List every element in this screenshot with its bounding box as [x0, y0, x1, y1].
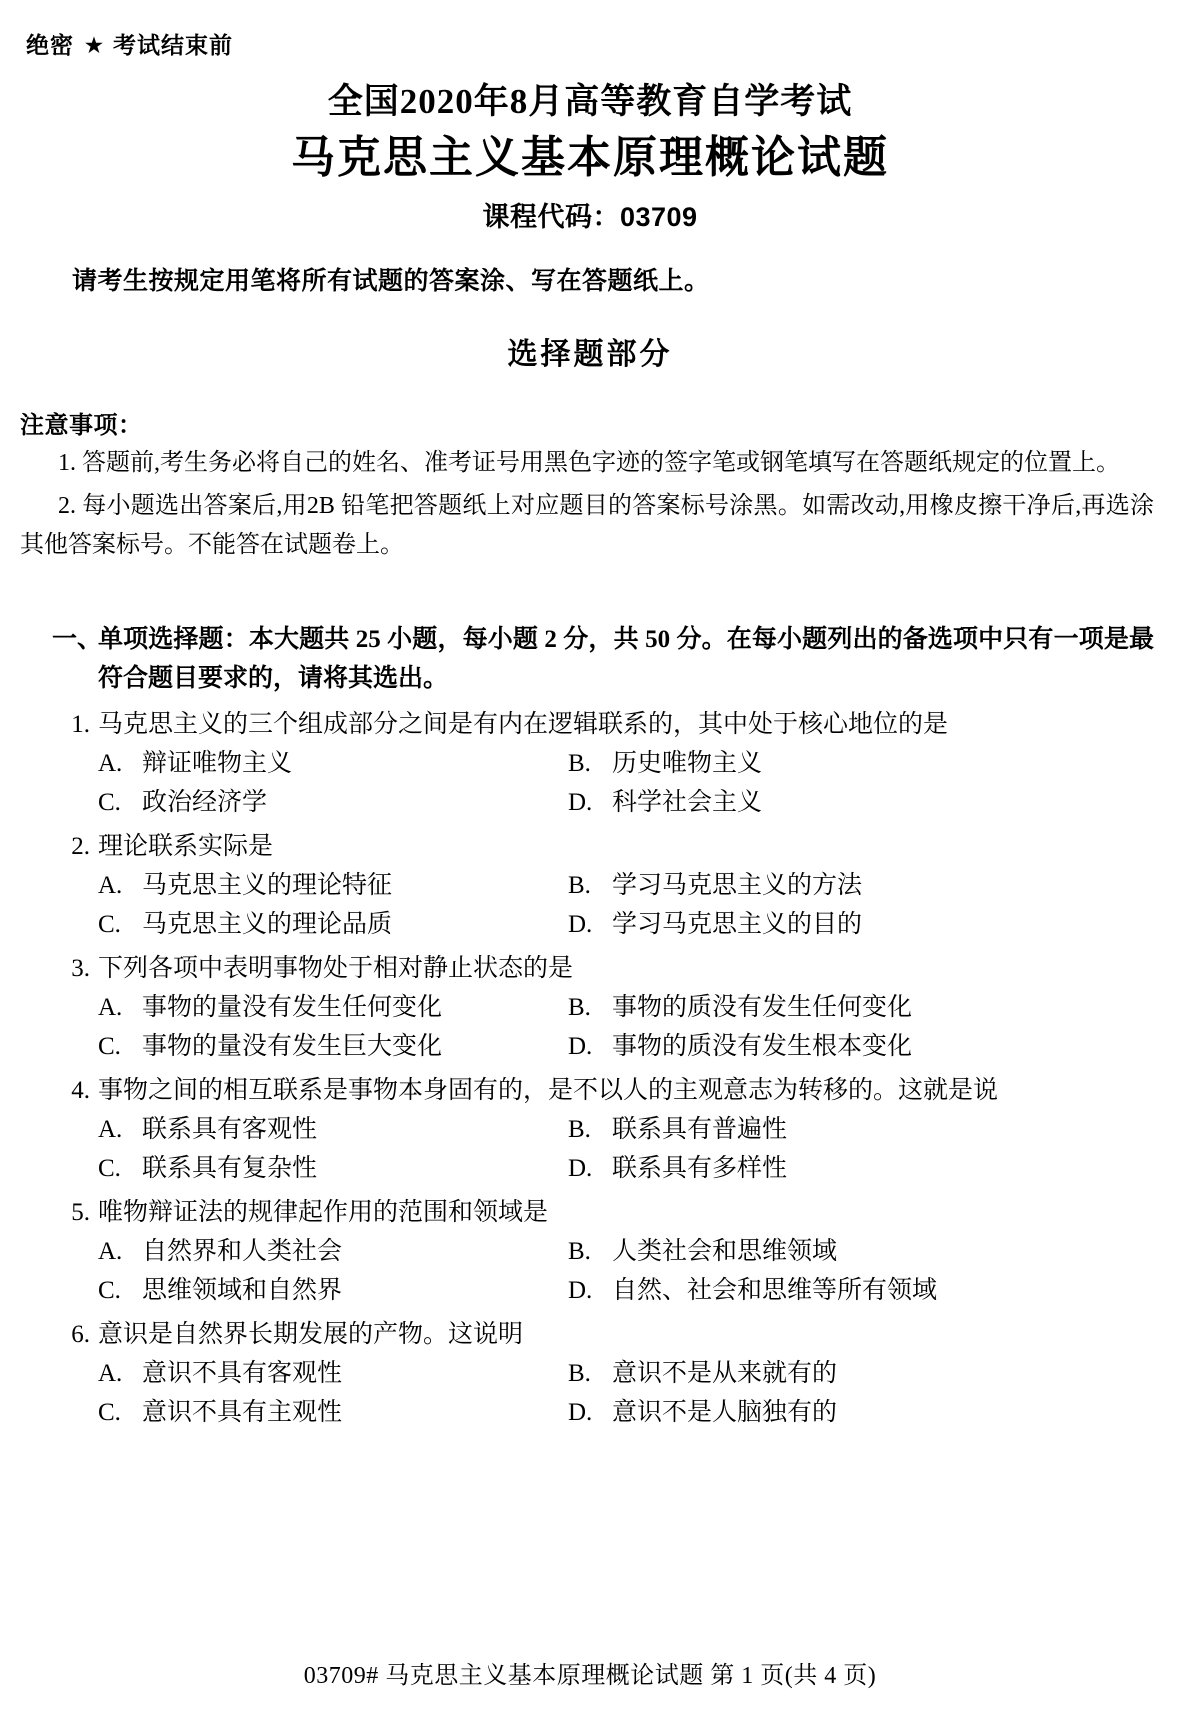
- option-text: 马克思主义的理论品质: [142, 911, 393, 939]
- question-item: [52, 827, 1154, 945]
- question-text: 理论联系实际是: [98, 832, 274, 860]
- option-text: 辩证唯物主义: [142, 749, 293, 777]
- question-item: [52, 1071, 1154, 1189]
- option-d[interactable]: [568, 1271, 1038, 1311]
- option-row: [52, 1354, 1154, 1394]
- option-label: D.: [568, 789, 593, 817]
- option-label: C.: [98, 911, 121, 939]
- option-text: 联系具有客观性: [142, 1115, 318, 1143]
- secrecy-label: 绝密: [26, 33, 74, 58]
- option-c[interactable]: [98, 783, 568, 823]
- option-text: 学习马克思主义的目的: [612, 911, 863, 939]
- option-row: [52, 1232, 1154, 1272]
- option-text: 意识不具有客观性: [142, 1359, 343, 1387]
- option-text: 思维领域和自然界: [142, 1277, 343, 1305]
- option-text: 联系具有普遍性: [612, 1115, 788, 1143]
- question-text: 马克思主义的三个组成部分之间是有内在逻辑联系的，其中处于核心地位的是: [98, 710, 949, 738]
- question-text: 事物之间的相互联系是事物本身固有的，是不以人的主观意志为转移的。这就是说: [98, 1076, 999, 1104]
- option-text: 学习马克思主义的方法: [612, 871, 863, 899]
- option-a[interactable]: [98, 988, 568, 1028]
- option-text: 人类社会和思维领域: [612, 1237, 838, 1265]
- option-text: 事物的质没有发生根本变化: [612, 1033, 913, 1061]
- question-stem: [52, 949, 1154, 988]
- question-number: 2.: [71, 832, 90, 860]
- star-icon: ★: [85, 35, 104, 57]
- option-row: [52, 905, 1154, 945]
- option-text: 联系具有复杂性: [142, 1155, 318, 1183]
- option-row: [52, 1149, 1154, 1189]
- option-d[interactable]: [568, 783, 1038, 823]
- option-b[interactable]: [568, 988, 1038, 1028]
- option-b[interactable]: [568, 866, 1038, 906]
- option-b[interactable]: [568, 1232, 1038, 1272]
- question-number: 5.: [71, 1198, 90, 1226]
- question-number: 3.: [71, 954, 90, 982]
- option-a[interactable]: [98, 1232, 568, 1272]
- option-text: 政治经济学: [142, 789, 268, 817]
- option-label: B.: [568, 871, 591, 899]
- secrecy-header: [0, 0, 1180, 60]
- option-label: A.: [98, 1115, 123, 1143]
- question-text: 唯物辩证法的规律起作用的范围和领域是: [98, 1198, 549, 1226]
- option-label: D.: [568, 1033, 593, 1061]
- option-text: 自然、社会和思维等所有领域: [612, 1277, 938, 1305]
- title-block: [0, 78, 1180, 235]
- question-stem: [52, 705, 1154, 744]
- secrecy-note: 考试结束前: [112, 33, 233, 58]
- option-label: A.: [98, 1359, 123, 1387]
- question-stem: [52, 1193, 1154, 1232]
- option-row: [52, 1027, 1154, 1067]
- option-a[interactable]: [98, 866, 568, 906]
- notes-title: 注意事项：: [20, 413, 143, 440]
- option-label: D.: [568, 1277, 593, 1305]
- section-lead-number: 一、: [52, 626, 103, 654]
- section-heading: [52, 621, 1154, 699]
- option-text: 自然界和人类社会: [142, 1237, 343, 1265]
- option-text: 事物的量没有发生任何变化: [142, 993, 443, 1021]
- option-label: A.: [98, 993, 123, 1021]
- option-label: B.: [568, 1115, 591, 1143]
- question-number: 6.: [71, 1320, 90, 1348]
- option-c[interactable]: [98, 1149, 568, 1189]
- question-item: [52, 1193, 1154, 1311]
- section-one: [0, 621, 1180, 699]
- option-row: [52, 988, 1154, 1028]
- option-row: [52, 783, 1154, 823]
- option-row: [52, 866, 1154, 906]
- course-code: 课程代码：03709: [482, 202, 698, 233]
- question-item: [52, 949, 1154, 1067]
- option-text: 联系具有多样性: [612, 1155, 788, 1183]
- option-b[interactable]: [568, 744, 1038, 784]
- exam-session-title: 全国2020年8月高等教育自学考试: [327, 81, 853, 121]
- option-text: 历史唯物主义: [612, 749, 763, 777]
- option-label: B.: [568, 1359, 591, 1387]
- option-label: D.: [568, 1399, 593, 1427]
- notes-block: [0, 405, 1180, 565]
- option-a[interactable]: [98, 1110, 568, 1150]
- note-item: 2. 每小题选出答案后,用2B 铅笔把答题纸上对应题目的答案标号涂黑。如需改动,用橡皮擦干净后,再选涂其他答案标号。不能答在试题卷上。: [20, 493, 1154, 559]
- option-label: C.: [98, 1277, 121, 1305]
- question-item: [52, 705, 1154, 823]
- question-text: 意识是自然界长期发展的产物。这说明: [98, 1320, 524, 1348]
- option-row: [52, 744, 1154, 784]
- option-label: D.: [568, 1155, 593, 1183]
- note-item: 1. 答题前,考生务必将自己的姓名、准考证号用黑色字迹的签字笔或钢笔填写在答题纸规定的位置上。: [58, 450, 1120, 477]
- option-label: B.: [568, 993, 591, 1021]
- question-number: 4.: [71, 1076, 90, 1104]
- option-d[interactable]: [568, 1149, 1038, 1189]
- option-label: B.: [568, 749, 591, 777]
- part-heading: 选择题部分: [507, 338, 673, 372]
- option-row: [52, 1110, 1154, 1150]
- question-item: [52, 1315, 1154, 1433]
- option-text: 意识不具有主观性: [142, 1399, 343, 1427]
- option-label: C.: [98, 1033, 121, 1061]
- answer-sheet-instruction: 请考生按规定用笔将所有试题的答案涂、写在答题纸上。: [72, 268, 710, 296]
- option-c[interactable]: [98, 1393, 568, 1433]
- option-label: A.: [98, 749, 123, 777]
- option-text: 事物的量没有发生巨大变化: [142, 1033, 443, 1061]
- option-a[interactable]: [98, 744, 568, 784]
- option-c[interactable]: [98, 905, 568, 945]
- option-text: 科学社会主义: [612, 789, 763, 817]
- option-c[interactable]: [98, 1027, 568, 1067]
- option-b[interactable]: [568, 1110, 1038, 1150]
- question-stem: [52, 1315, 1154, 1354]
- question-list: [0, 705, 1180, 1433]
- option-label: D.: [568, 911, 593, 939]
- option-label: B.: [568, 1237, 591, 1265]
- option-label: A.: [98, 871, 123, 899]
- question-number: 1.: [71, 710, 90, 738]
- question-stem: [52, 1071, 1154, 1110]
- option-text: 意识不是人脑独有的: [612, 1399, 838, 1427]
- option-row: [52, 1271, 1154, 1311]
- option-text: 意识不是从来就有的: [612, 1359, 838, 1387]
- option-row: [52, 1393, 1154, 1433]
- page-footer: 03709# 马克思主义基本原理概论试题 第 1 页(共 4 页): [303, 1663, 877, 1689]
- option-label: A.: [98, 1237, 123, 1265]
- section-heading-text: 单项选择题：本大题共 25 小题，每小题 2 分，共 50 分。在每小题列出的备选项中只有一项是最符合题目要求的，请将其选出。: [98, 626, 1154, 692]
- exam-subject-title: 马克思主义基本原理概论试题: [291, 132, 889, 182]
- option-d[interactable]: [568, 1393, 1038, 1433]
- option-a[interactable]: [98, 1354, 568, 1394]
- option-b[interactable]: [568, 1354, 1038, 1394]
- option-text: 马克思主义的理论特征: [142, 871, 393, 899]
- option-text: 事物的质没有发生任何变化: [612, 993, 913, 1021]
- option-label: C.: [98, 789, 121, 817]
- question-text: 下列各项中表明事物处于相对静止状态的是: [98, 954, 574, 982]
- option-d[interactable]: [568, 905, 1038, 945]
- option-c[interactable]: [98, 1271, 568, 1311]
- question-stem: [52, 827, 1154, 866]
- option-label: C.: [98, 1399, 121, 1427]
- option-label: C.: [98, 1155, 121, 1183]
- option-d[interactable]: [568, 1027, 1038, 1067]
